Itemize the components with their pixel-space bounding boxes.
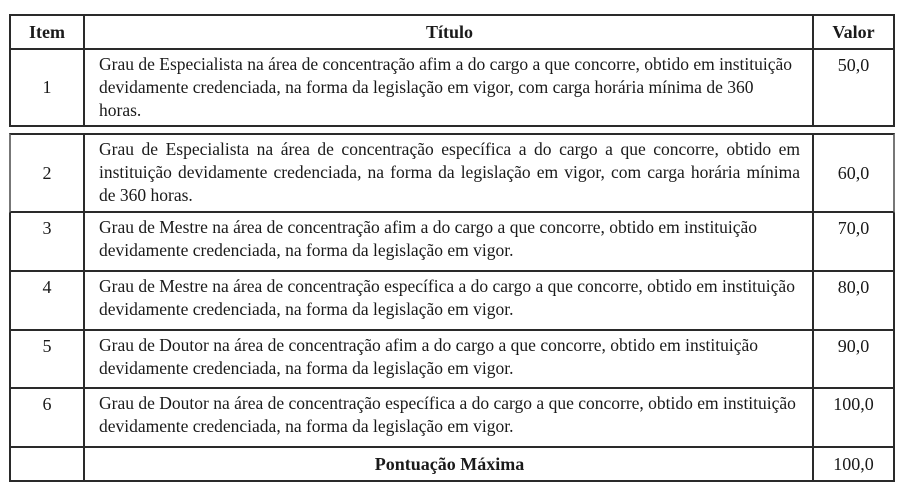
table-footer-row <box>9 448 895 482</box>
row-value: 80,0 <box>837 277 870 297</box>
footer-label: Pontuação Máxima <box>85 448 814 480</box>
table-row <box>9 213 895 272</box>
row-item: 5 <box>11 331 85 387</box>
row-title: Grau de Especialista na área de concentração afim a do cargo a que concorre, obtido em instituição devidamente credenciada, na forma da legislação em vigor, com carga horária mínima de 360 horas. <box>85 50 814 125</box>
row-value: 60,0 <box>837 162 870 183</box>
table-row <box>9 389 895 448</box>
row-value: 50,0 <box>837 55 870 75</box>
table-row <box>9 133 895 213</box>
row-value: 70,0 <box>837 218 870 238</box>
row-title: Grau de Doutor na área de concentração afim a do cargo a que concorre, obtido em instituição devidamente credenciada, na forma da legislação em vigor. <box>85 331 814 387</box>
row-item: 6 <box>11 389 85 446</box>
row-title: Grau de Doutor na área de concentração específica a do cargo a que concorre, obtido em instituição devidamente credenciada, na forma da legislação em vigor. <box>85 389 814 446</box>
row-item: 3 <box>11 213 85 270</box>
row-title: Grau de Mestre na área de concentração afim a do cargo a que concorre, obtido em instituição devidamente credenciada, na forma da legislação em vigor. <box>85 213 814 270</box>
table-header-row <box>9 14 895 50</box>
row-title: Grau de Especialista na área de concentração específica a do cargo a que concorre, obtido em instituição devidamente credenciada, na forma da legislação em vigor, com carga horária mínima de 360 horas. <box>85 135 814 211</box>
row-value: 100,0 <box>833 394 874 414</box>
header-item: Item <box>11 16 85 48</box>
row-item: 1 <box>11 50 85 125</box>
table-row <box>9 272 895 331</box>
header-title: Título <box>85 16 814 48</box>
row-item: 4 <box>11 272 85 329</box>
table-row <box>9 331 895 389</box>
header-value: Valor <box>832 21 875 42</box>
row-value: 90,0 <box>837 336 870 356</box>
table-row <box>9 50 895 127</box>
row-title: Grau de Mestre na área de concentração específica a do cargo a que concorre, obtido em instituição devidamente credenciada, na forma da legislação em vigor. <box>85 272 814 329</box>
footer-item <box>11 448 85 480</box>
scoring-table <box>9 14 895 482</box>
row-item: 2 <box>11 135 85 211</box>
footer-value: 100,0 <box>833 453 874 474</box>
